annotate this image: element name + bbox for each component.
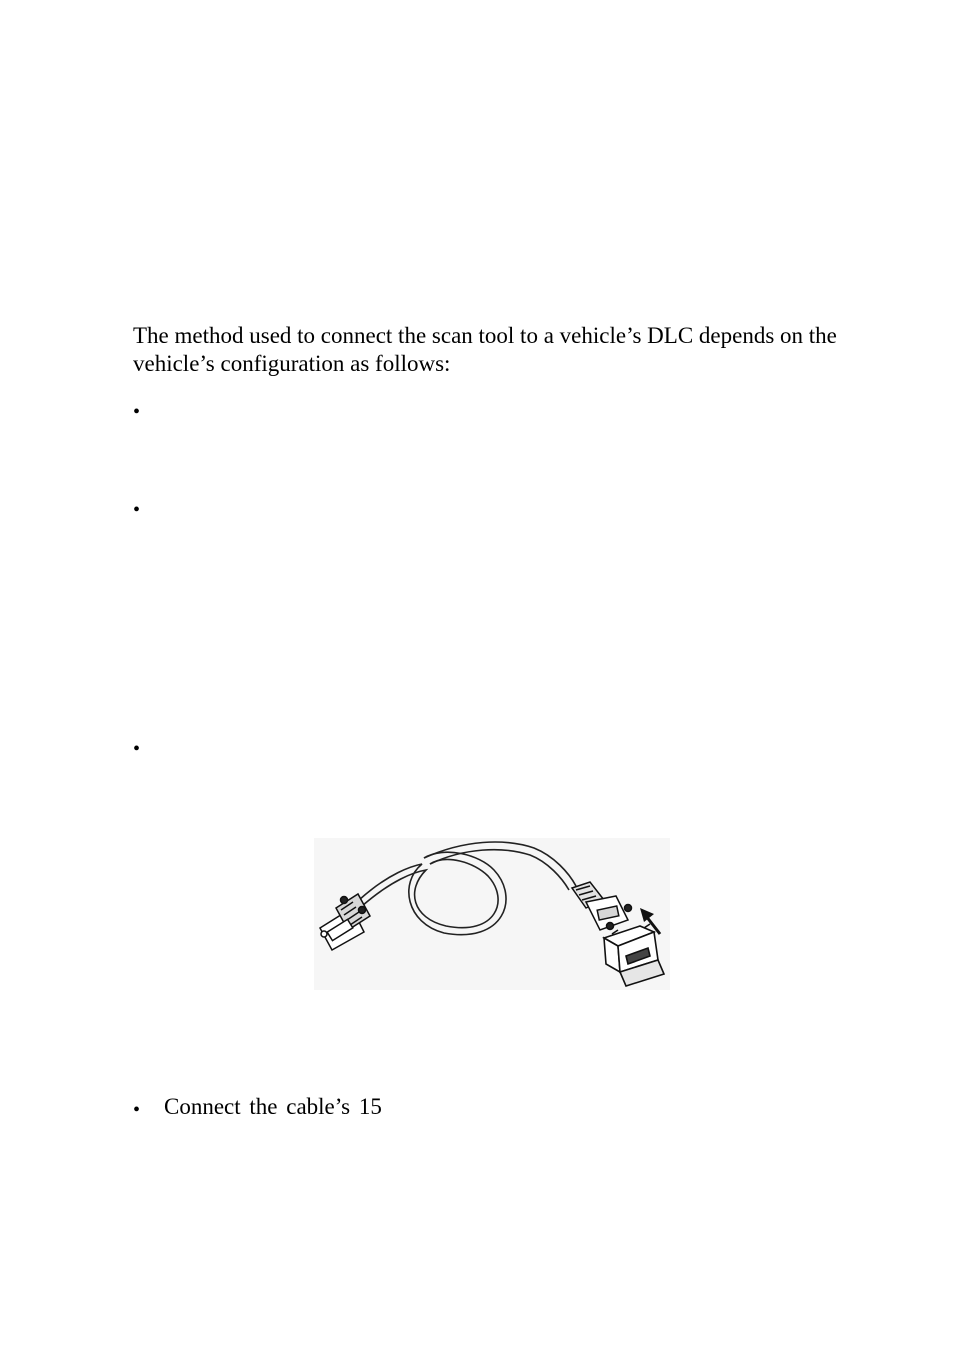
bullet-marker-2: •	[133, 499, 141, 521]
db15-connector	[320, 894, 370, 950]
instruction-text: Connect the cable’s 15	[164, 1094, 382, 1119]
cable-line	[359, 842, 576, 935]
bullet-marker-3: •	[133, 738, 141, 760]
obd-cable-drawing	[314, 838, 670, 990]
bullet-marker-1: •	[133, 401, 141, 423]
instruction-bullet-marker: •	[133, 1099, 141, 1121]
obd-adapter	[604, 924, 664, 986]
cable-illustration	[314, 838, 670, 990]
db15-connector-right	[572, 882, 632, 930]
intro-paragraph: The method used to connect the scan tool to a vehicle’s DLC depends on the vehicle’s configuration as follows:	[133, 323, 837, 376]
